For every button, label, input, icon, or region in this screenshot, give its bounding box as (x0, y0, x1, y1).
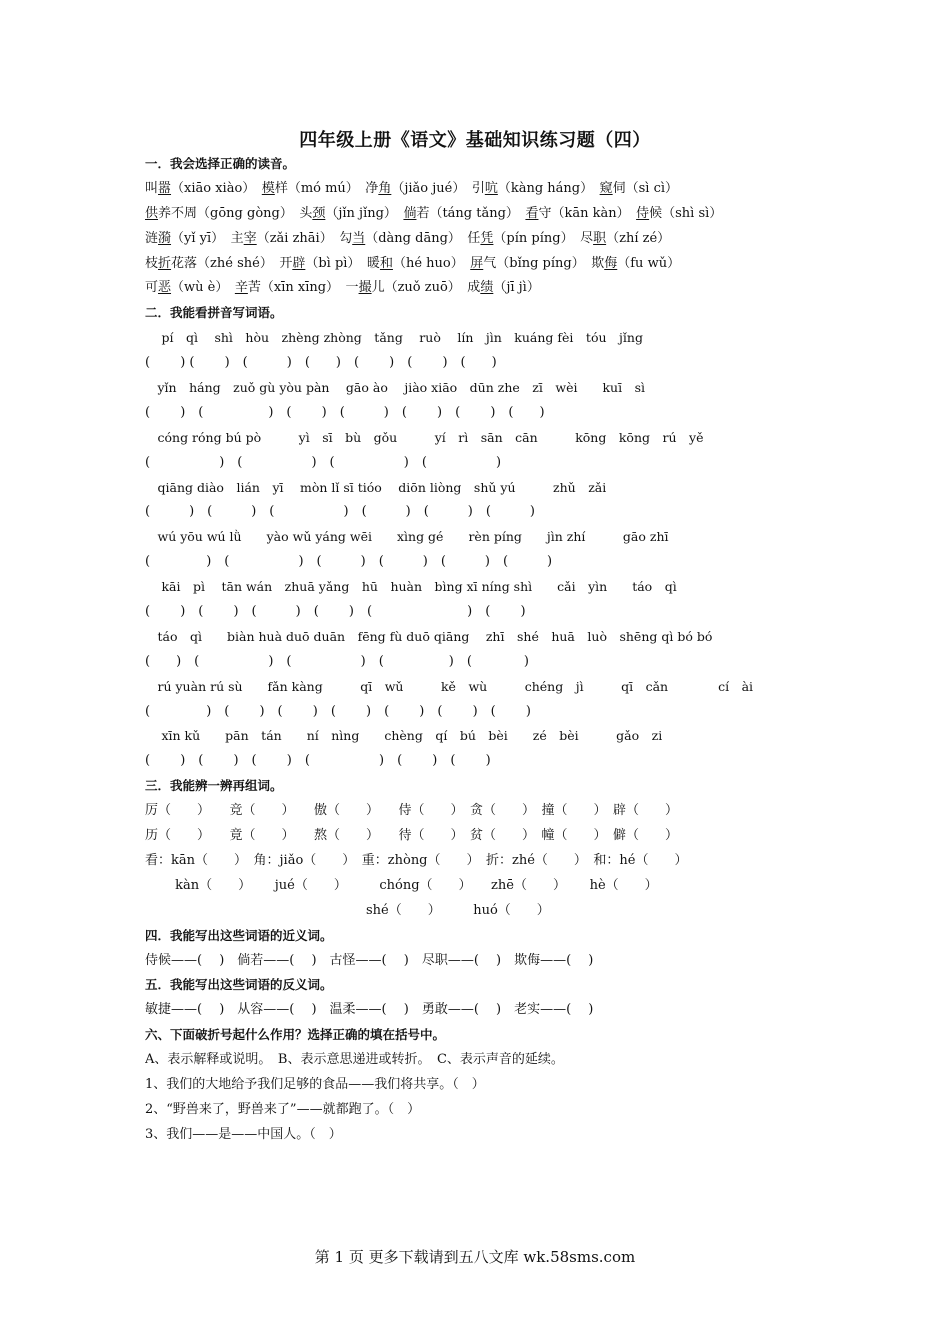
exercise-line: 叫嚣（xiāo xiào） 模样（mó mú） 净角（jiǎo jué） 引吭（kàng háng） 窥伺（sì cì） (145, 180, 679, 196)
exercise-line: 侍候——( ) 倘若——( ) 古怪——( ) 尽职——( ) 欺侮——( ) (145, 952, 594, 968)
exercise-line: A、表示解释或说明。 B、表示意思递进或转折。 C、表示声音的延续。 (145, 1052, 564, 1068)
exercise-line: 枝折花落（zhé shé） 开辟（bì pì） 暖和（hé huo） 屏气（bǐng píng） 欺侮（fu wǔ） (145, 255, 681, 271)
section-heading: 六、下面破折号起什么作用？选择正确的填在括号中。 (145, 1027, 446, 1043)
section-heading: 四．我能写出这些词语的近义词。 (145, 927, 333, 943)
exercise-line: kàn（ ） jué（ ） chóng（ ） zhē（ ） hè（ ） (145, 877, 658, 893)
answer-blanks-line: ( ) ( ) ( ) ( ) (145, 454, 502, 470)
page-footer: 第 1 页 更多下载请到五八文库 wk.58sms.com (314, 1248, 636, 1266)
exercise-content (145, 152, 845, 1148)
exercise-line: 供养不周（gōng gòng） 头颈（jǐn jǐng） 倘若（táng tǎng） 看守（kān kàn） 侍候（shì sì） (145, 205, 723, 221)
exercise-line: 敏捷——( ) 从容——( ) 温柔——( ) 勇敢——( ) 老实——( ) (145, 1002, 594, 1018)
section-heading: 五．我能写出这些词语的反义词。 (145, 977, 333, 993)
pinyin-line: xīn kǔ pān tán ní nìng chèng qí bú bèi zé bèi gǎo zi (145, 728, 663, 744)
page-title: 四年级上册《语文》基础知识练习题（四） (299, 130, 651, 151)
exercise-line: 1、我们的大地给予我们足够的食品——我们将共享。（ ） (145, 1076, 485, 1092)
answer-blanks-line: ( ) ( ) ( ) ( ) ( ) ( ) (145, 504, 535, 520)
section-heading: 一．我会选择正确的读音。 (145, 156, 296, 171)
answer-blanks-line: ( ) ( ) ( ) ( ) ( ) ( ) ( ) (145, 703, 531, 719)
pinyin-line: yǐn háng zuǒ gù yòu pàn gāo ào jiào xiāo dūn zhe zī wèi kuī sì (145, 380, 645, 396)
answer-blanks-line: ( ) ( ) ( ) ( ) ( ) ( ) (145, 753, 491, 769)
answer-blanks-line: ( ) ( ) ( ) ( ) ( ) ( ) ( ) (145, 355, 497, 371)
exercise-line: 2、“野兽来了，野兽来了”——就都跑了。（ ） (145, 1101, 421, 1117)
pinyin-line: cóng róng bú pò yì sī bù gǒu yí rì sān cān kōng kōng rú yě (145, 429, 704, 445)
exercise-line: 厉（ ） 竞（ ） 傲（ ） 侍（ ） 贪（ ） 撞（ ） 辟（ ） (145, 803, 679, 819)
pinyin-line: rú yuàn rú sù fǎn kàng qī wǔ kě wù chéng jì qī cǎn cí ài (145, 678, 754, 694)
pinyin-line: pí qì shì hòu zhèng zhòng tǎng ruò lín jìn kuáng fèi tóu jǐng (145, 330, 643, 346)
pinyin-line: kāi pì tān wán zhuā yǎng hū huàn bìng xī níng shì cǎi yìn táo qì (145, 579, 677, 595)
exercise-line: 看：kān（ ） 角：jiǎo（ ） 重：zhòng（ ） 折：zhé（ ） 和：hé（ ） (145, 852, 688, 868)
pinyin-line: wú yōu wú lǜ yào wǔ yáng wēi xìng gé rèn píng jìn zhí gāo zhī (145, 529, 669, 545)
answer-blanks-line: ( ) ( ) ( ) ( ) ( ) (145, 653, 529, 669)
answer-blanks-line: ( ) ( ) ( ) ( ) ( ) ( ) ( ) (145, 404, 545, 420)
exercise-line: 3、我们——是——中国人。（ ） (145, 1126, 342, 1142)
exercise-line: 涟漪（yǐ yī） 主宰（zǎi zhāi） 勾当（dàng dāng） 任凭（pín píng） 尽职（zhí zé） (145, 230, 671, 246)
pinyin-line: qiāng diào lián yī mòn lǐ sī tióo diōn liòng shǔ yú zhǔ zǎi (145, 479, 607, 495)
exercise-line: shé（ ） huó（ ） (145, 902, 550, 918)
exercise-line: 历（ ） 竟（ ） 熬（ ） 待（ ） 贫（ ） 幢（ ） 僻（ ） (145, 828, 679, 844)
exercise-line: 可恶（wù è） 辛苦（xīn xīng） 一撮儿（zuǒ zuō） 成绩（jī jì） (145, 280, 540, 296)
pinyin-line: táo qì biàn huà duō duān fēng fù duō qiāng zhī shé huā luò shēng qì bó bó (145, 628, 713, 644)
section-heading: 三．我能辨一辨再组词。 (145, 778, 283, 794)
answer-blanks-line: ( ) ( ) ( ) ( ) ( ) ( ) (145, 554, 553, 570)
answer-blanks-line: ( ) ( ) ( ) ( ) ( ) ( ) (145, 604, 526, 620)
section-heading: 二．我能看拼音写词语。 (145, 305, 283, 321)
